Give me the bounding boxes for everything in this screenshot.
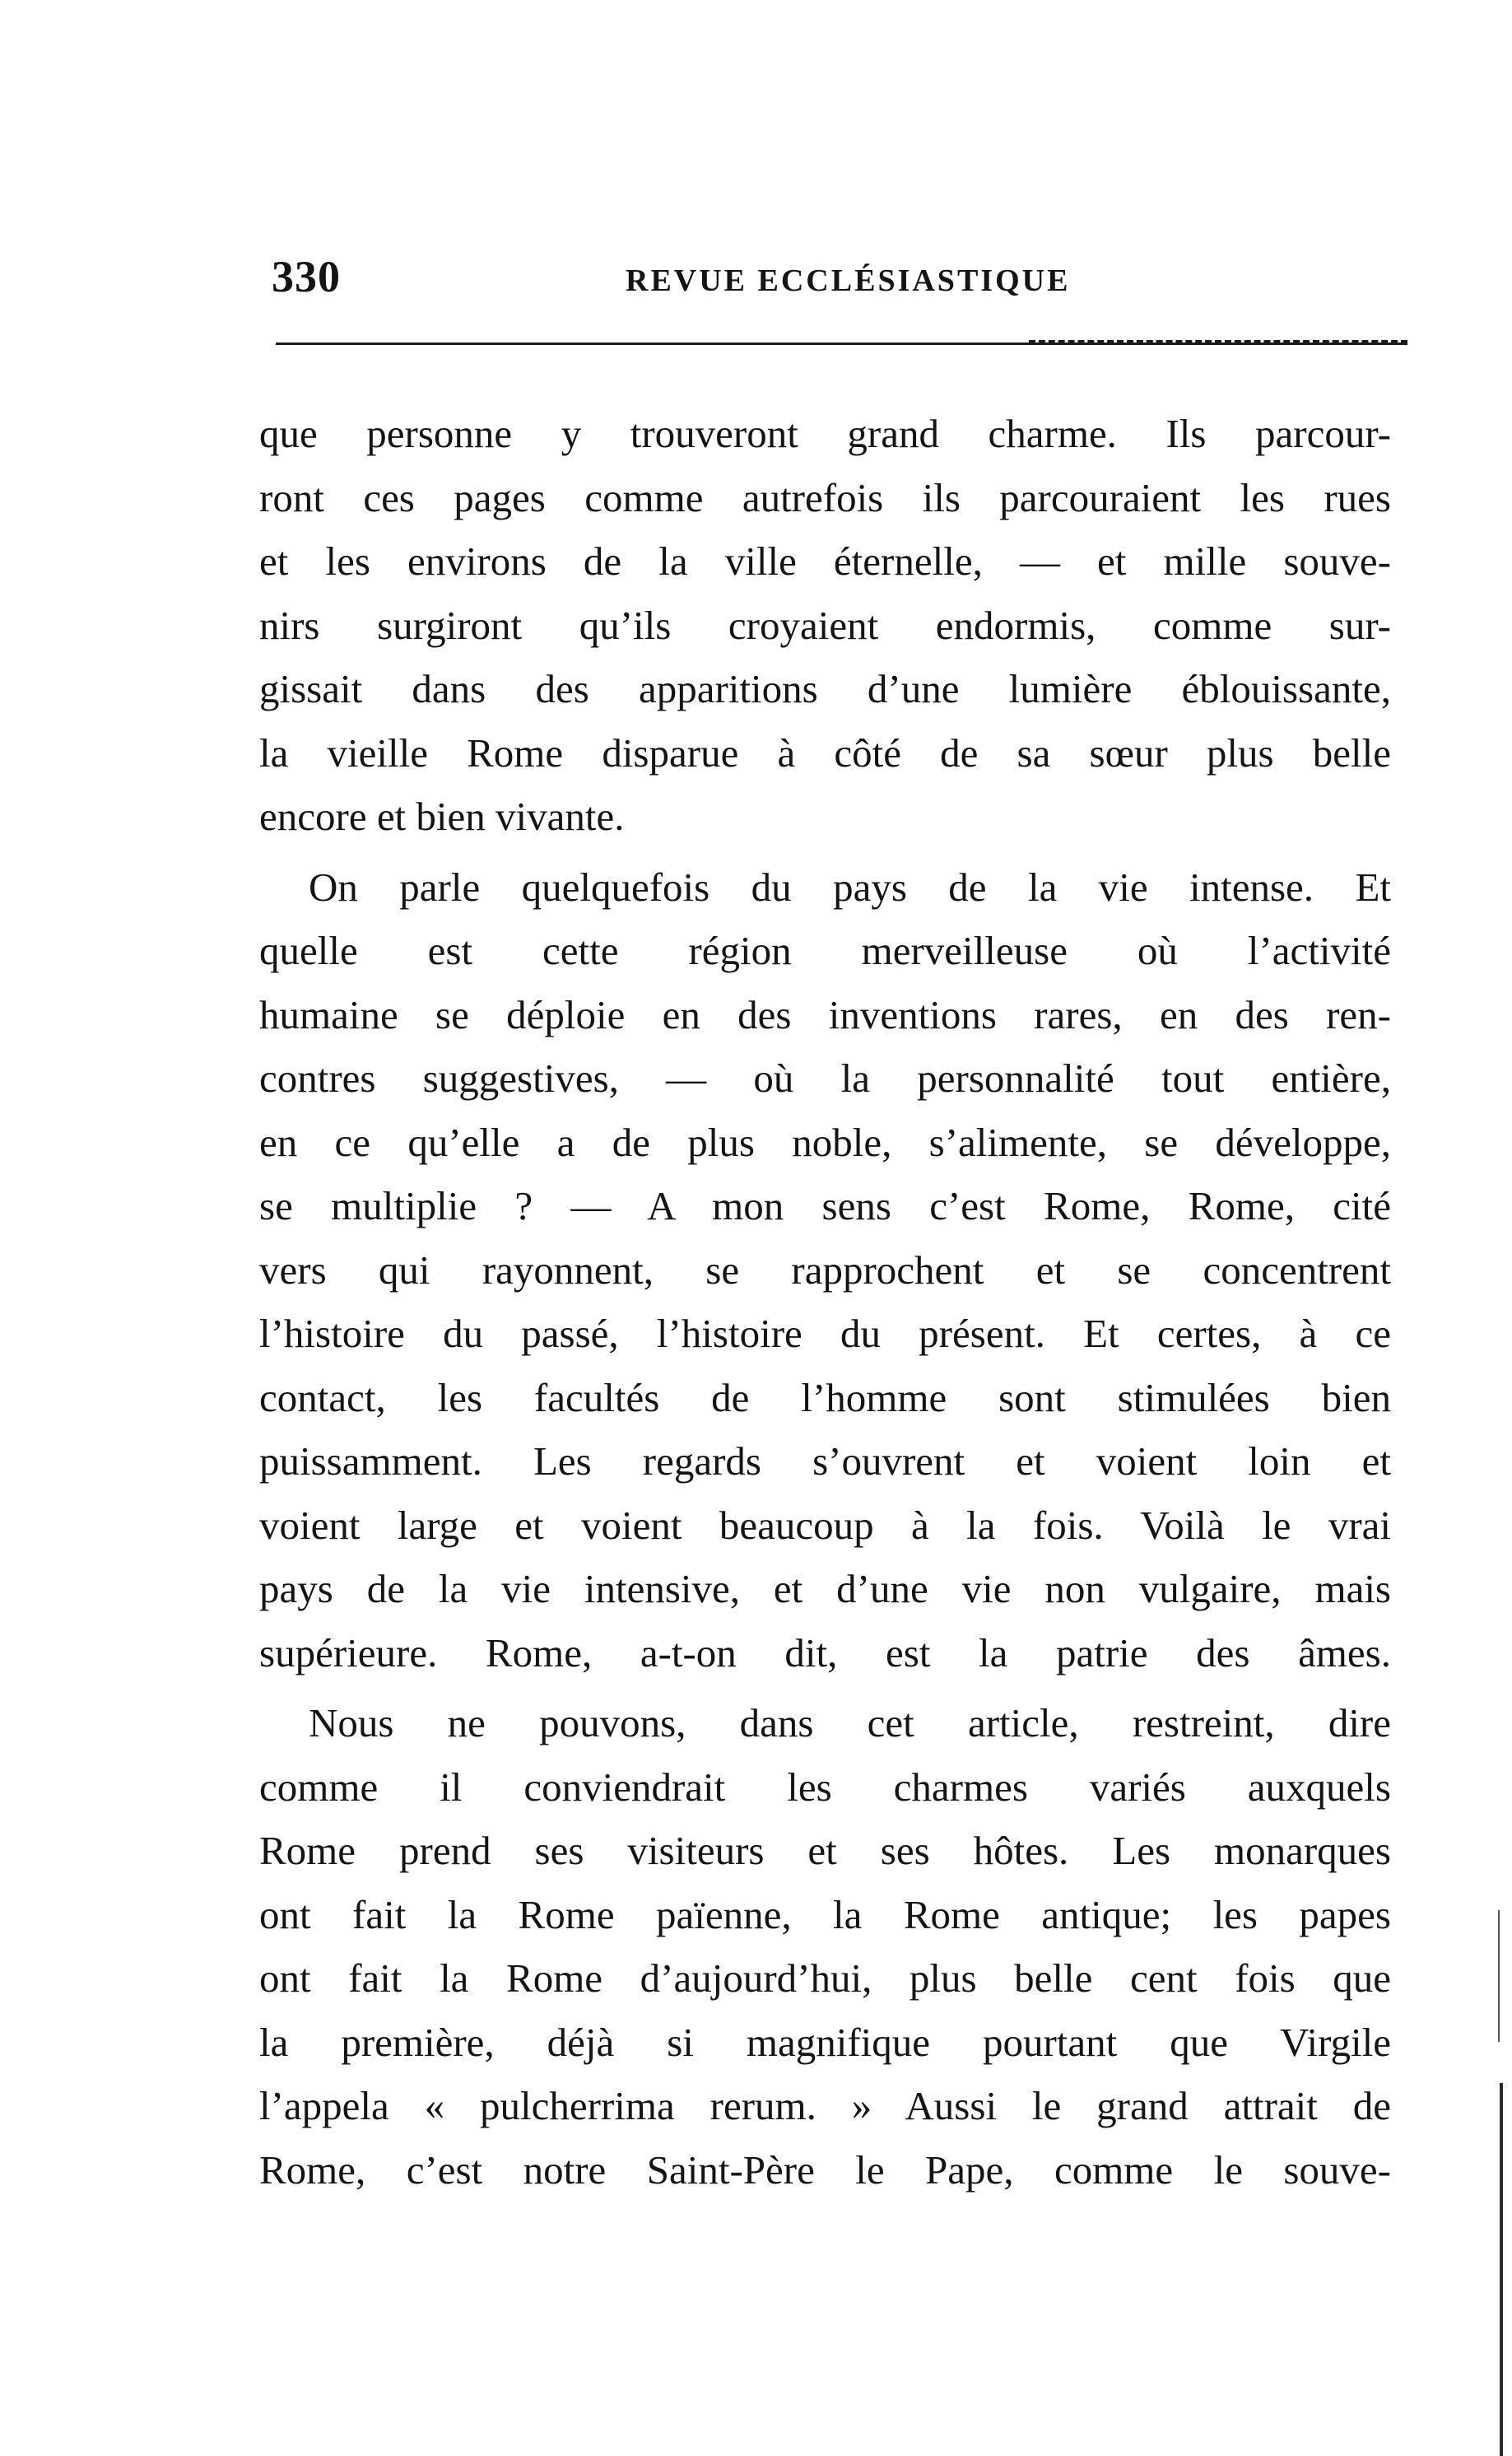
- text-line: encore et bien vivante.: [259, 794, 625, 839]
- text-line: la vieille Rome disparue à côté de sa sœur plus belle: [259, 729, 1391, 776]
- page-number: 330: [272, 252, 341, 301]
- scan-edge-mark: [1498, 1910, 1500, 2042]
- paragraph-2: [259, 855, 1391, 1685]
- text-line: ont fait la Rome païenne, la Rome antique; les papes: [259, 1891, 1391, 1937]
- text-line: la première, déjà si magnifique pourtant que Virgile: [259, 2019, 1391, 2065]
- header-rule-dashed-end: [1029, 340, 1407, 343]
- text-line: voient large et voient beaucoup à la fois. Voilà le vrai: [259, 1502, 1391, 1548]
- text-line: humaine se déploie en des inventions rares, en des ren-: [259, 991, 1391, 1037]
- text-line: Nous ne pouvons, dans cet article, restreint, dire: [309, 1700, 1391, 1745]
- text-line: comme il conviendrait les charmes variés auxquels: [259, 1764, 1391, 1810]
- text-line: nirs surgiront qu’ils croyaient endormis, comme sur-: [259, 602, 1391, 648]
- paragraph-gap: [259, 1685, 1391, 1691]
- paragraph-1: [259, 402, 1391, 849]
- text-line: ont fait la Rome d’aujourd’hui, plus belle cent fois que: [259, 1955, 1391, 2001]
- text-line: l’histoire du passé, l’histoire du présent. Et certes, à ce: [259, 1311, 1391, 1356]
- text-line: que personne y trouveront grand charme. Ils parcour-: [259, 411, 1391, 456]
- paragraph-3: [259, 1691, 1391, 2202]
- text-line: contres suggestives, — où la personnalité tout entière,: [259, 1056, 1391, 1101]
- text-line: contact, les facultés de l’homme sont stimulées bien: [259, 1374, 1391, 1420]
- text-line: en ce qu’elle a de plus noble, s’alimente, se développe,: [259, 1119, 1391, 1165]
- journal-title: REVUE ECCLÉSIASTIQUE: [626, 263, 1071, 298]
- text-line: puissamment. Les regards s’ouvrent et voient loin et: [259, 1438, 1391, 1484]
- text-line: quelle est cette région merveilleuse où l’activité: [259, 928, 1391, 973]
- text-line: supérieure. Rome, a-t-on dit, est la patrie des âmes.: [259, 1629, 1391, 1675]
- text-line: ront ces pages comme autrefois ils parcouraient les rues: [259, 474, 1391, 520]
- scan-edge-mark: [1500, 2083, 1503, 2456]
- text-line: se multiplie ? — A mon sens c’est Rome, Rome, cité: [259, 1183, 1391, 1228]
- text-line: Rome prend ses visiteurs et ses hôtes. Les monarques: [259, 1828, 1391, 1873]
- text-line: et les environs de la ville éternelle, — et mille souve-: [259, 538, 1391, 584]
- paragraph-gap: [259, 849, 1391, 855]
- text-line: vers qui rayonnent, se rapprochent et se concentrent: [259, 1247, 1391, 1293]
- text-line: pays de la vie intensive, et d’une vie non vulgaire, mais: [259, 1566, 1391, 1611]
- text-line: On parle quelquefois du pays de la vie intense. Et: [309, 864, 1391, 910]
- text-line: gissait dans des apparitions d’une lumière éblouissante,: [259, 666, 1391, 711]
- text-line: Rome, c’est notre Saint-Père le Pape, comme le souve-: [259, 2146, 1391, 2193]
- body-text: [259, 402, 1391, 2202]
- running-head: [272, 251, 1407, 309]
- text-line: l’appela « pulcherrima rerum. » Aussi le grand attrait de: [259, 2083, 1391, 2128]
